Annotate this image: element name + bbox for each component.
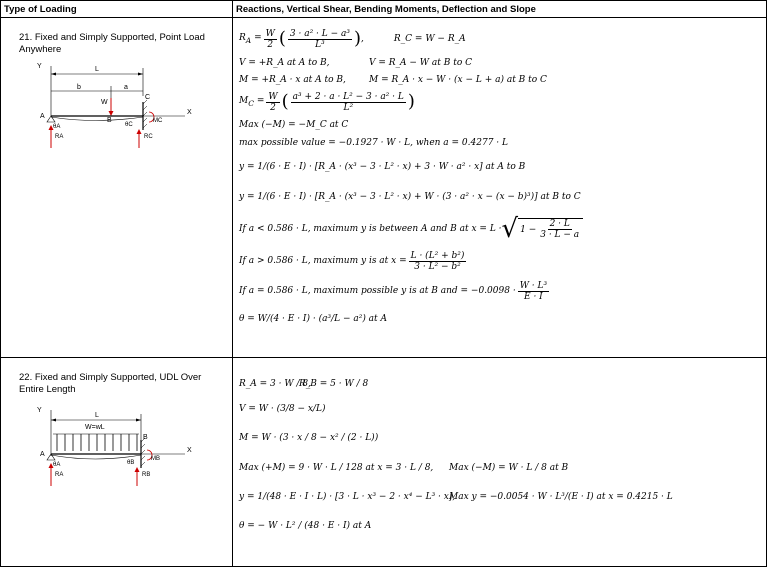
case-21-row <box>1 18 767 358</box>
c21-A-label: A <box>40 113 45 120</box>
c22-RA-label: RA <box>55 472 64 478</box>
c21-if3-text: If a = 0.586 · L, maximum possible y is at B and = −0.0098 · <box>239 286 516 296</box>
c21-eq-reactions: $R_A$ = $\frac{W}{2}$ ( $\frac{\text{3 · a² · L − a³}}{\text{L³}}$ ) , R_C = W − R_A <box>239 28 466 50</box>
c21-eq-if3 <box>239 276 766 306</box>
c22-x-label: X <box>187 447 192 454</box>
c21-RA-label: RA <box>55 134 64 140</box>
c21-mc-numerator: a³ + 2 · a · L² − 3 · a² · L <box>292 91 404 102</box>
c22-udl-arrows <box>57 434 137 451</box>
c21-C-label: C <box>145 94 151 101</box>
c22-eq-shear: V = W · (3/8 − x/L) <box>239 404 326 414</box>
c22-thetaA-label: θA <box>53 462 61 468</box>
c22-eq-moment: M = W · (3 · x / 8 − x² / (2 · L)) <box>239 433 379 443</box>
case-22-loading-cell <box>1 358 233 567</box>
c22-eq-theta: θ = − W · L² / (48 · E · I) at A <box>239 521 372 531</box>
case-21-loading-cell <box>1 18 233 358</box>
c21-eq-maxposs: max possible value = −0.1927 · W · L, when a = 0.4277 · L <box>239 138 508 148</box>
c21-MC-label: MC <box>153 118 163 124</box>
c21-eq-mc: $M_C$ = $\frac{W}{2}$ ( $\frac{\text{a³ + 2 · a · L² − 3 · a² · L}}{\text{L²}}$ ) <box>239 91 415 113</box>
c22-thetaB-label: θB <box>127 460 135 466</box>
c21-a-label: a <box>124 84 128 91</box>
c21-if3-num: W · L³ <box>519 280 548 291</box>
c21-if2-text: If a > 0.586 · L, maximum y is at x = <box>239 256 407 266</box>
c21-W-label: W <box>101 99 108 106</box>
c22-ra: R_A = 3 · W / 8, <box>239 379 311 389</box>
c22-maxp: Max (+M) = 9 · W · L / 128 at x = 3 · L / 8, <box>239 463 434 473</box>
c22-y: y = 1/(48 · E · I · L) · [3 · L · x³ − 2 · x⁴ − L³ · x], <box>239 492 456 502</box>
c22-eq-deflection <box>239 482 766 512</box>
header-row <box>1 1 767 18</box>
c22-eq-max <box>239 454 766 482</box>
c21-ra-denominator: L³ <box>315 39 325 50</box>
c21-b-label: b <box>77 84 81 91</box>
case-22-title: 22. Fixed and Simply Supported, UDL Over Entire Length <box>19 372 202 395</box>
c21-thetaC-label: θC <box>125 122 133 128</box>
c21-eq-if1: If a < 0.586 · L, maximum y is between A and B at x = L · √ 1 − $\frac{2 \cdot L}{3 \cdot L - a}$ <box>239 212 766 246</box>
c22-A-label: A <box>40 451 45 458</box>
c21-if1-text: If a < 0.586 · L, maximum y is between A and B at x = L · <box>239 224 502 234</box>
c21-eq-y1: y = 1/(6 · E · I) · [R_A · (x³ − 3 · L² · x) + 3 · W · a² · x] at A to B <box>239 162 526 172</box>
c22-y-label: Y <box>37 407 42 414</box>
case-22-row <box>1 358 767 567</box>
c21-x-label: X <box>187 109 192 116</box>
c21-if1-den: 3 · L − a <box>540 230 580 240</box>
header-formulas: Reactions, Vertical Shear, Bending Moments, Deflection and Slope <box>233 1 767 18</box>
c21-rc-eq: R_C = W − R_A <box>393 34 466 44</box>
c21-v2: V = R_A − W at B to C <box>369 58 473 68</box>
c21-m1: M = +R_A · x at A to B, <box>239 75 346 85</box>
c22-MB-label: MB <box>151 456 160 462</box>
c21-eq-maxm: Max (−M) = −M_C at C <box>239 120 349 130</box>
header-type-of-loading: Type of Loading <box>1 1 233 18</box>
c21-thetaA-label: θA <box>53 124 61 130</box>
case-22-formula-cell <box>233 358 767 567</box>
c21-eq-theta: θ = W/(4 · E · I) · (a³/L − a²) at A <box>239 314 388 324</box>
c21-RC-label: RC <box>144 134 153 140</box>
c21-eq-moment <box>239 72 766 88</box>
case-21-formula-cell <box>233 18 767 358</box>
c21-m2: M = R_A · x − W · (x − L + a) at B to C <box>369 75 547 85</box>
c21-B-label: B <box>107 117 112 124</box>
case-21-title: 21. Fixed and Simply Supported, Point Load Anywhere <box>19 32 205 55</box>
c21-v1: V = +R_A at A to B, <box>239 58 330 68</box>
c22-maxn: Max (−M) = W · L / 8 at B <box>449 463 569 473</box>
c22-B-label: B <box>143 434 148 441</box>
c21-L-label: L <box>95 66 99 73</box>
c22-ymax: Max y = −0.0054 · W · L³/(E · I) at x = 0.4215 · L <box>449 492 673 502</box>
c21-if1-num: 2 · L <box>549 219 570 229</box>
c22-L-label: L <box>95 412 99 419</box>
c22-RB-label: RB <box>142 472 151 478</box>
c21-y-label: Y <box>37 63 42 70</box>
c21-if3-den: E · I <box>524 291 543 302</box>
c22-W-label: W=wL <box>85 424 105 431</box>
c22-rb: R_B = 5 · W / 8 <box>299 379 369 389</box>
c21-if2-den: 3 · L² − b² <box>414 261 461 272</box>
c22-eq-reactions <box>239 372 766 396</box>
c21-if2-num: L · (L² + b²) <box>410 250 465 261</box>
c21-mc-denominator: L² <box>343 102 354 113</box>
c21-eq-if2 <box>239 246 766 276</box>
case-22-beam-diagram <box>15 396 215 496</box>
c21-eq-shear <box>239 54 766 72</box>
c21-ra-numerator: 3 · a² · L − a³ <box>289 28 350 39</box>
c21-eq-y2: y = 1/(6 · E · I) · [R_A · (x³ − 3 · L² · x) + W · (3 · a² · x − (x − b)³)] at B to C <box>239 192 581 202</box>
case-21-beam-diagram <box>15 56 215 161</box>
